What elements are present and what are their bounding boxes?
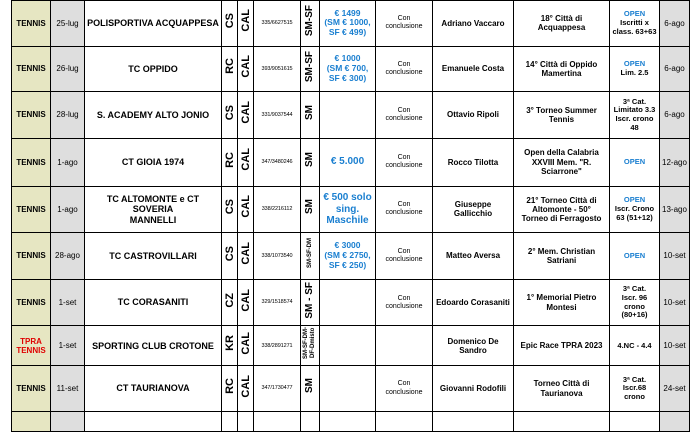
region-cell [238,92,254,139]
category-cell [301,186,320,233]
category-cell [301,366,320,412]
region-cell [238,186,254,233]
category-label: SM [304,104,316,120]
limit-cell [610,233,660,280]
sport-cell: TPRA TENNIS [12,326,51,366]
table-row [12,138,690,186]
conclusion-cell: Con conclusione [376,138,433,186]
category-label: SM [304,199,316,215]
region-label: CAL [240,101,252,124]
referee-cell: Matteo Aversa [433,233,514,280]
limit-text: 3ª Cat. Iscr. 96 crono (80+16) [621,284,648,320]
province-cell [222,279,238,326]
open-label: OPEN [623,195,646,205]
region-label: CAL [240,148,252,171]
end-date-cell: 10-set [660,233,690,280]
province-cell [222,366,238,412]
table-row [12,92,690,139]
club-cell: TC CASTROVILLARI [85,233,222,280]
limit-cell [610,46,660,92]
end-date-cell: 12-ago [660,138,690,186]
start-date-cell: 25-lug [51,1,85,47]
end-date-cell: 10-set [660,279,690,326]
limit-text: 3ª Cat. Limitato 3.3 Iscr. crono 48 [613,96,656,132]
conclusion-cell: Con conclusione [376,366,433,412]
phone-cell: 335/6627515 [254,1,301,47]
prize-cell [320,279,376,326]
region-label: CAL [240,331,252,355]
conclusion-cell [376,411,433,431]
category-cell [301,1,320,47]
end-date-cell [660,411,690,431]
club-cell: S. ACADEMY ALTO JONIO [85,92,222,139]
end-date-cell: 6-ago [660,92,690,139]
referee-cell: Emanuele Costa [433,46,514,92]
category-cell [301,46,320,92]
category-label: SM-SF-DM- DF-Dmisto [303,327,316,360]
province-label: RC [224,377,236,394]
sport-cell: TENNIS [12,138,51,186]
region-cell [238,279,254,326]
category-cell [301,411,320,431]
limit-cell [610,92,660,139]
start-date-cell [51,411,85,431]
open-label: OPEN [623,156,646,166]
prize-cell: € 5.000 [320,138,376,186]
phone-cell: 338/1073540 [254,233,301,280]
end-date-cell: 24-set [660,366,690,412]
region-label: CAL [240,374,252,398]
limit-cell [610,326,660,366]
table-row [12,366,690,412]
province-cell [222,186,238,233]
category-cell [301,279,320,326]
club-cell: CT TAURIANOVA [85,366,222,412]
region-cell [238,233,254,280]
limit-cell [610,186,660,233]
conclusion-cell: Con conclusione [376,186,433,233]
start-date-cell: 11-set [51,366,85,412]
prize-cell: € 3000 (SM € 2750, SF € 250) [320,233,376,280]
tournament-name-cell: 1° Memorial Pietro Montesi [514,279,610,326]
province-cell [222,411,238,431]
phone-cell: 331/9037544 [254,92,301,139]
club-cell: POLISPORTIVA ACQUAPPESA [85,1,222,47]
table-row [12,186,690,233]
prize-cell [320,366,376,412]
tournament-name-cell: 2° Mem. Christian Satriani [514,233,610,280]
province-cell [222,233,238,280]
category-label: SM [304,378,316,394]
category-label: SM [304,152,316,167]
province-cell [222,92,238,139]
referee-cell: Edoardo Corasaniti [433,279,514,326]
club-cell: CT GIOIA 1974 [85,138,222,186]
region-cell [238,411,254,431]
start-date-cell: 1-set [51,326,85,366]
province-label: CS [224,104,236,120]
conclusion-cell: Con conclusione [376,92,433,139]
region-cell [238,366,254,412]
end-date-cell: 10-set [660,326,690,366]
province-label: CS [224,245,236,261]
region-label: CAL [240,195,252,218]
start-date-cell: 1-ago [51,186,85,233]
province-label: CS [224,199,236,215]
region-label: CAL [240,9,252,32]
referee-cell: Domenico De Sandro [433,326,514,366]
region-label: CAL [240,241,252,265]
club-cell [85,411,222,431]
province-label: RC [224,151,236,168]
club-cell: SPORTING CLUB CROTONE [85,326,222,366]
region-cell [238,46,254,92]
phone-cell: 329/1518574 [254,279,301,326]
start-date-cell: 1-ago [51,138,85,186]
start-date-cell: 26-lug [51,46,85,92]
start-date-cell: 1-set [51,279,85,326]
province-cell [222,138,238,186]
start-date-cell: 28-ago [51,233,85,280]
sport-cell: TENNIS [12,186,51,233]
end-date-cell: 6-ago [660,46,690,92]
sport-cell: TENNIS [12,46,51,92]
region-cell [238,138,254,186]
prize-cell [320,326,376,366]
sport-cell: TENNIS [12,233,51,280]
tournament-name-cell: Open della Calabria XXVIII Mem. "R. Sciarrone" [514,138,610,186]
sport-cell: TENNIS [12,92,51,139]
referee-cell: Giovanni Rodofili [433,366,514,412]
table-row [12,46,690,92]
category-label: SM-SF-DM [306,238,313,269]
prize-cell: € 1000 (SM € 700, SF € 300) [320,46,376,92]
phone-cell: 347/3480246 [254,138,301,186]
open-label: OPEN [623,250,646,260]
tournament-name-cell: 21° Torneo Città di Altomonte - 50° Torneo di Ferragosto [514,186,610,233]
category-label: SM-SF [304,50,316,82]
region-cell [238,326,254,366]
tournament-name-cell: 3° Torneo Summer Tennis [514,92,610,139]
open-label: OPEN [623,9,646,19]
conclusion-cell [376,326,433,366]
limit-cell [610,279,660,326]
end-date-cell: 6-ago [660,1,690,47]
table-row [12,1,690,47]
region-label: CAL [240,54,252,78]
province-cell [222,1,238,47]
limit-text: 4.NC - 4.4 [617,340,652,350]
limit-cell [610,138,660,186]
referee-cell: Adriano Vaccaro [433,1,514,47]
prize-cell: € 500 solo sing. Maschile [320,186,376,233]
phone-cell: 393/9051615 [254,46,301,92]
prize-cell [320,92,376,139]
referee-cell: Rocco Tilotta [433,138,514,186]
sport-cell: TENNIS [12,279,51,326]
category-label: SM-SF [304,5,316,37]
limit-text: Lim. 2.5 [620,67,649,77]
prize-cell [320,411,376,431]
province-label: CZ [224,292,236,308]
category-cell [301,138,320,186]
sport-cell: TENNIS [12,1,51,47]
tournament-name-cell: Torneo Città di Taurianova [514,366,610,412]
limit-cell [610,411,660,431]
sport-cell [12,411,51,431]
province-label: KR [224,335,236,352]
phone-cell: 338/2216112 [254,186,301,233]
phone-cell: 338/2891271 [254,326,301,366]
province-cell [222,46,238,92]
conclusion-cell: Con conclusione [376,279,433,326]
referee-cell: Giuseppe Gallicchio [433,186,514,233]
open-label: OPEN [623,59,646,69]
tournament-name-cell: Epic Race TPRA 2023 [514,326,610,366]
tournament-table [11,0,690,432]
category-cell [301,233,320,280]
club-cell: TC CORASANITI [85,279,222,326]
limit-cell [610,366,660,412]
phone-cell: 347/1730477 [254,366,301,412]
tournament-name-cell: 14° Città di Oppido Mamertina [514,46,610,92]
referee-cell: Ottavio Ripoli [433,92,514,139]
region-label: CAL [240,288,252,312]
referee-cell [433,411,514,431]
category-cell [301,326,320,366]
conclusion-cell: Con conclusione [376,1,433,47]
tournament-name-cell [514,411,610,431]
category-label: SM - SF [304,281,316,319]
limit-text: Iscr. Crono 63 (51+12) [614,204,655,222]
limit-text: 3ª Cat. Iscr.68 crono [622,374,647,401]
club-cell: TC OPPIDO [85,46,222,92]
tournament-name-cell: 18° Città di Acquappesa [514,1,610,47]
category-cell [301,92,320,139]
limit-cell [610,1,660,47]
province-label: RC [224,58,236,75]
club-cell: TC ALTOMONTE e CT SOVERIA MANNELLI [85,186,222,233]
sport-cell: TENNIS [12,366,51,412]
end-date-cell: 13-ago [660,186,690,233]
limit-text: Iscritti x class. 63+63 [612,17,657,36]
start-date-cell: 28-lug [51,92,85,139]
conclusion-cell: Con conclusione [376,233,433,280]
conclusion-cell: Con conclusione [376,46,433,92]
province-label: CS [224,12,236,29]
table-row [12,326,690,366]
phone-cell [254,411,301,431]
prize-cell: € 1499 (SM € 1000, SF € 499) [320,1,376,47]
province-cell [222,326,238,366]
table-row [12,411,690,431]
region-cell [238,1,254,47]
table-row [12,233,690,280]
table-row [12,279,690,326]
